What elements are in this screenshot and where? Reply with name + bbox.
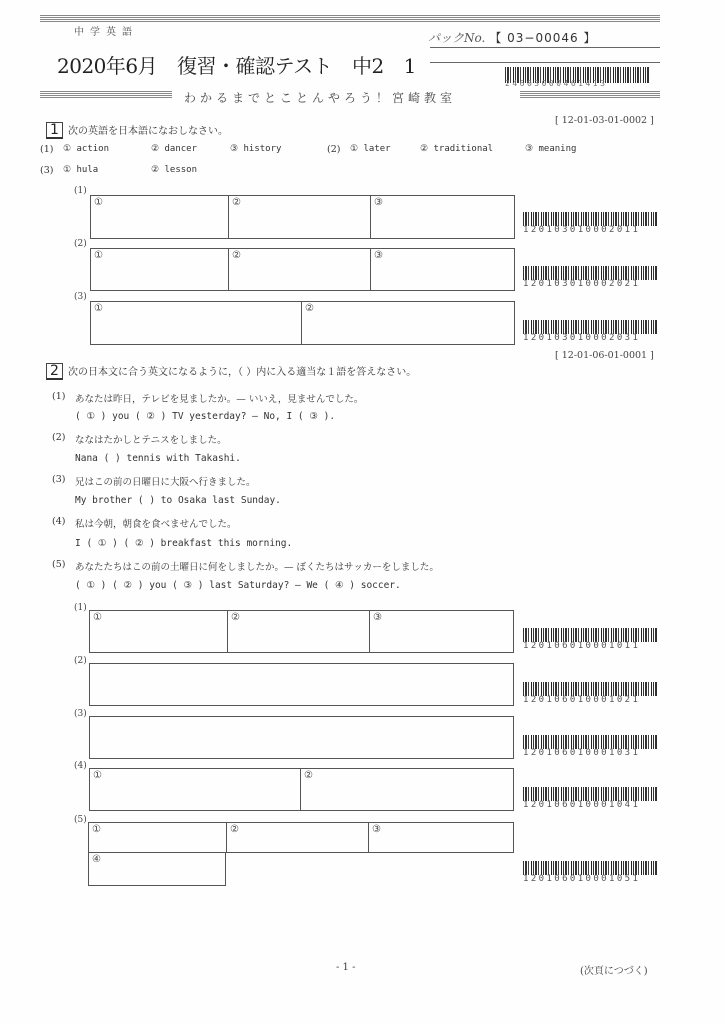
answer-cell[interactable]: ① [93,612,102,623]
barcode: 120106010001051 [523,861,658,884]
word: ② traditional [420,144,494,154]
word: ① hula [63,165,99,175]
q2-number: 2 [46,363,63,380]
answer-cell[interactable]: ② [228,249,370,290]
q2-ref-code: [ 12-01-06-01-0001 ] [555,350,654,361]
answer-cell[interactable]: ① [93,770,102,781]
barcode: 120106010001011 [523,628,658,651]
item-japanese: あなたたちはこの前の土曜日に何をしましたか。— ぼくたちはサッカーをしました。 [75,562,439,573]
q1-answer-box-3 [90,301,515,345]
q1-ref-code: [ 12-01-03-01-0002 ] [555,115,654,126]
word: ① later [350,144,391,154]
answer-cell[interactable]: ② [228,196,370,238]
q1-number: 1 [46,122,63,139]
answer-cell[interactable]: ② [300,769,513,810]
answer-cell[interactable]: ③ [370,196,514,238]
pack-underline [430,47,660,48]
pack-value: 【 03−00046 】 [489,31,597,45]
barcode: 120106010001041 [523,787,658,810]
word: ③ meaning [525,144,577,154]
title-rule [430,62,660,63]
answer-label: (1) [74,603,87,613]
answer-label: (2) [74,656,87,666]
pack-label: パックNo. [428,31,486,45]
answer-cell[interactable]: ④ [88,852,226,886]
item-label: (4) [52,516,66,527]
q2-answer-box-2[interactable] [89,663,514,706]
item-english: I ( ① ) ( ② ) breakfast this morning. [75,538,293,549]
slogan-rule-left [40,91,172,99]
continue-note: (次頁につづく) [580,966,648,977]
item-japanese: あなたは昨日，テレビを見ましたか。— いいえ，見ませんでした。 [75,394,364,405]
q2-answer-box-3[interactable] [89,716,514,759]
item-label: (1) [52,391,66,402]
answer-cell[interactable]: ① [94,250,103,261]
answer-cell[interactable]: ② [226,823,368,852]
subject-label: 中学英語 [74,27,138,38]
q2-answer-box-5 [88,822,514,853]
q1-answer-box-1 [90,195,515,239]
answer-cell[interactable]: ① [92,824,101,835]
barcode: 120103010002011 [523,212,658,235]
item-japanese: ななはたかしとテニスをしました。 [75,435,227,446]
item-label: (3) [40,165,54,176]
item-english: My brother ( ) to Osaka last Sunday. [75,495,281,506]
answer-cell[interactable]: ③ [369,611,513,652]
item-japanese: 私は今朝，朝食を食べませんでした。 [75,519,237,530]
q1-answer-box-2 [90,248,515,291]
item-label: (2) [327,144,341,155]
item-label: (2) [52,432,66,443]
answer-label: (2) [74,239,87,249]
item-label: (3) [52,474,66,485]
q1-instruction: 次の英語を日本語になおしなさい。 [68,126,229,137]
answer-cell[interactable]: ③ [370,249,514,290]
answer-label: (3) [74,292,87,302]
q2-answer-box-1 [89,610,514,653]
item-english: ( ① ) ( ② ) you ( ③ ) last Saturday? — We ( ④ ) soccer. [75,580,401,591]
slogan: わかるまでとことんやろう！宮崎教室 [184,91,457,105]
answer-cell[interactable]: ① [94,197,103,208]
barcode: 120106010001031 [523,735,658,758]
barcode: 120103010002021 [523,266,658,289]
title-date: 2020年6月 [57,54,158,78]
pack-barcode: 24603000461413 [505,67,650,88]
barcode: 120103010002031 [523,320,658,343]
answer-label: (4) [74,761,87,771]
answer-cell[interactable]: ① [94,303,103,314]
answer-cell[interactable]: ③ [368,823,513,852]
page-number: - 1 - [336,962,356,973]
title-main: 復習・確認テスト [176,54,333,78]
word: ② lesson [151,165,197,175]
word: ① action [63,144,109,154]
item-label: (5) [52,559,66,570]
q2-header [46,360,416,380]
answer-cell[interactable]: ② [301,302,514,344]
answer-cell[interactable]: ② [227,611,369,652]
item-english: ( ① ) you ( ② ) TV yesterday? — No, I ( ③ ). [75,411,336,422]
item-label: (1) [40,144,54,155]
item-japanese: 兄はこの前の日曜日に大阪へ行きました。 [75,477,256,488]
word: ③ history [230,144,282,154]
title-grade: 中2 [352,54,384,78]
answer-label: (1) [74,186,87,196]
barcode: 120106010001021 [523,682,658,705]
answer-label: (3) [74,709,87,719]
q1-header [46,119,228,139]
word: ② dancer [151,144,197,154]
slogan-rule-right [520,91,660,99]
q2-instruction: 次の日本文に合う英文になるように，（ ）内に入る適当な１語を答えなさい。 [68,367,417,378]
answer-label: (5) [74,815,87,825]
q2-answer-box-4 [89,768,514,811]
title-number: 1 [403,54,416,78]
pack-number [428,29,596,46]
page-title [57,50,430,79]
top-rule [40,15,660,23]
item-english: Nana ( ) tennis with Takashi. [75,453,241,464]
